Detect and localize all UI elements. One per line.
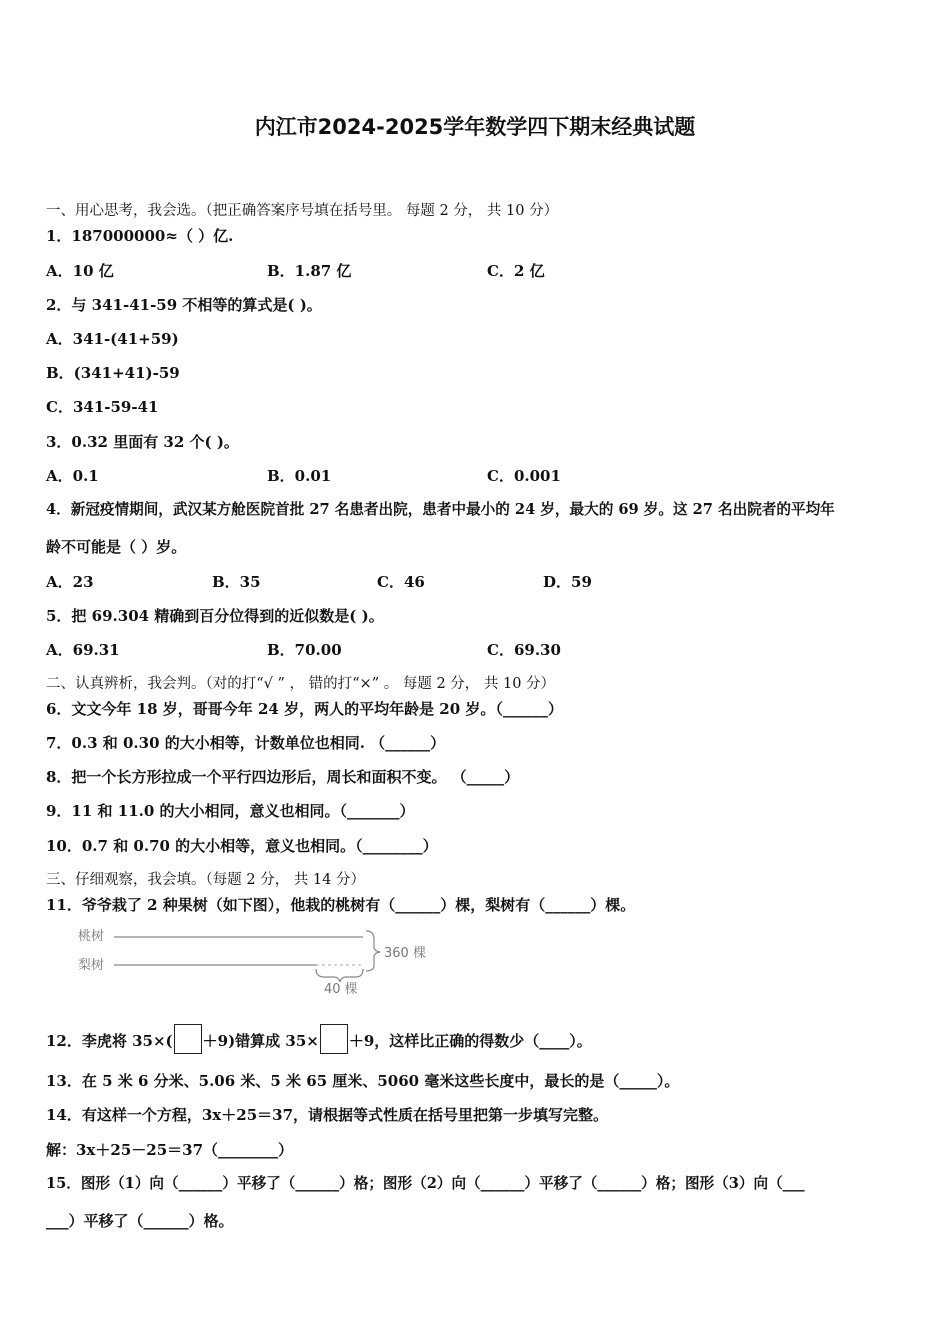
total-label: 360 棵 [384,946,426,961]
section-heading-3: 三、仔细观察，我会填。（每题 2 分， 共 14 分） [46,872,365,888]
q2-option-a: A．341-(41+59) [46,330,179,348]
difference-label: 40 棵 [324,982,358,997]
blank-box-1 [174,1024,202,1054]
q5-option-a: A．69.31 [46,641,120,659]
q2-option-b: B．(341+41)-59 [46,364,180,382]
question-12-part1: 12．李虎将 35×( [46,1032,173,1050]
total-brace [366,931,380,971]
question-11: 11．爷爷栽了 2 种果树（如下图），他栽的桃树有（______）棵，梨树有（______）棵。 [46,896,636,914]
question-8: 8．把一个长方形拉成一个平行四边形后，周长和面积不变。 （_____） [46,768,520,786]
question-5: 5．把 69.304 精确到百分位得到的近似数是( )。 [46,607,384,625]
q4-option-b: B．35 [212,573,261,591]
question-2: 2．与 341-41-59 不相等的算式是( )。 [46,296,322,314]
q4-option-a: A．23 [46,573,94,591]
question-12-part3: ＋9，这样比正确的得数少（____）。 [348,1032,592,1050]
question-7: 7．0.3 和 0.30 的大小相等，计数单位也相同. （______） [46,734,446,752]
question-1: 1．187000000≈（ ）亿. [46,227,234,245]
peach-tree-label: 桃树 [78,929,105,944]
q4-option-c: C．46 [377,573,425,591]
question-9: 9．11 和 11.0 的大小相同，意义也相同。（_______） [46,802,415,820]
question-12-part2: ＋9)错算成 35× [202,1032,319,1050]
question-14-solution: 解：3x＋25－25＝37（________） [46,1141,294,1159]
q3-option-c: C．0.001 [487,467,561,485]
blank-box-2 [320,1024,348,1054]
pear-tree-label: 梨树 [78,958,105,973]
question-15-line2: ___）平移了（______）格。 [46,1212,234,1230]
q1-option-a: A．10 亿 [46,262,114,280]
q3-option-a: A．0.1 [46,467,99,485]
question-3: 3．0.32 里面有 32 个( )。 [46,433,239,451]
question-13: 13．在 5 米 6 分米、5.06 米、5 米 65 厘米、5060 毫米这些长度中，最长的是（_____）。 [46,1072,680,1090]
q5-option-c: C．69.30 [487,641,561,659]
q2-option-c: C．341-59-41 [46,398,159,416]
question-14: 14．有这样一个方程，3x＋25＝37，请根据等式性质在括号里把第一步填写完整。 [46,1106,609,1124]
tree-count-diagram [78,925,438,997]
q4-option-d: D．59 [543,573,592,591]
question-6: 6．文文今年 18 岁，哥哥今年 24 岁，两人的平均年龄是 20 岁。（______） [46,700,563,718]
section-heading-1: 一、用心思考，我会选。（把正确答案序号填在括号里。 每题 2 分， 共 10 分） [46,203,559,219]
question-4-line1: 4．新冠疫情期间，武汉某方舱医院首批 27 名患者出院，患者中最小的 24 岁，最大的 69 岁。这 27 名出院者的平均年 [46,501,835,518]
question-15-line1: 15．图形（1）向（______）平移了（______）格；图形（2）向（______）平移了（______）格；图形（3）向（___ [46,1175,805,1192]
page-title: 内江市2024-2025学年数学四下期末经典试题 [254,115,696,139]
question-10: 10．0.7 和 0.70 的大小相等，意义也相同。（________） [46,837,438,855]
q1-option-c: C．2 亿 [487,262,545,280]
q1-option-b: B．1.87 亿 [267,262,352,280]
q3-option-b: B．0.01 [267,467,332,485]
question-12 [46,1024,592,1054]
section-heading-2: 二、认真辨析，我会判。（对的打“√ ” ， 错的打“×” 。 每题 2 分， 共 10 分） [46,676,556,692]
q5-option-b: B．70.00 [267,641,342,659]
question-4-line2: 龄不可能是（ ）岁。 [46,538,187,556]
difference-brace [316,969,363,982]
